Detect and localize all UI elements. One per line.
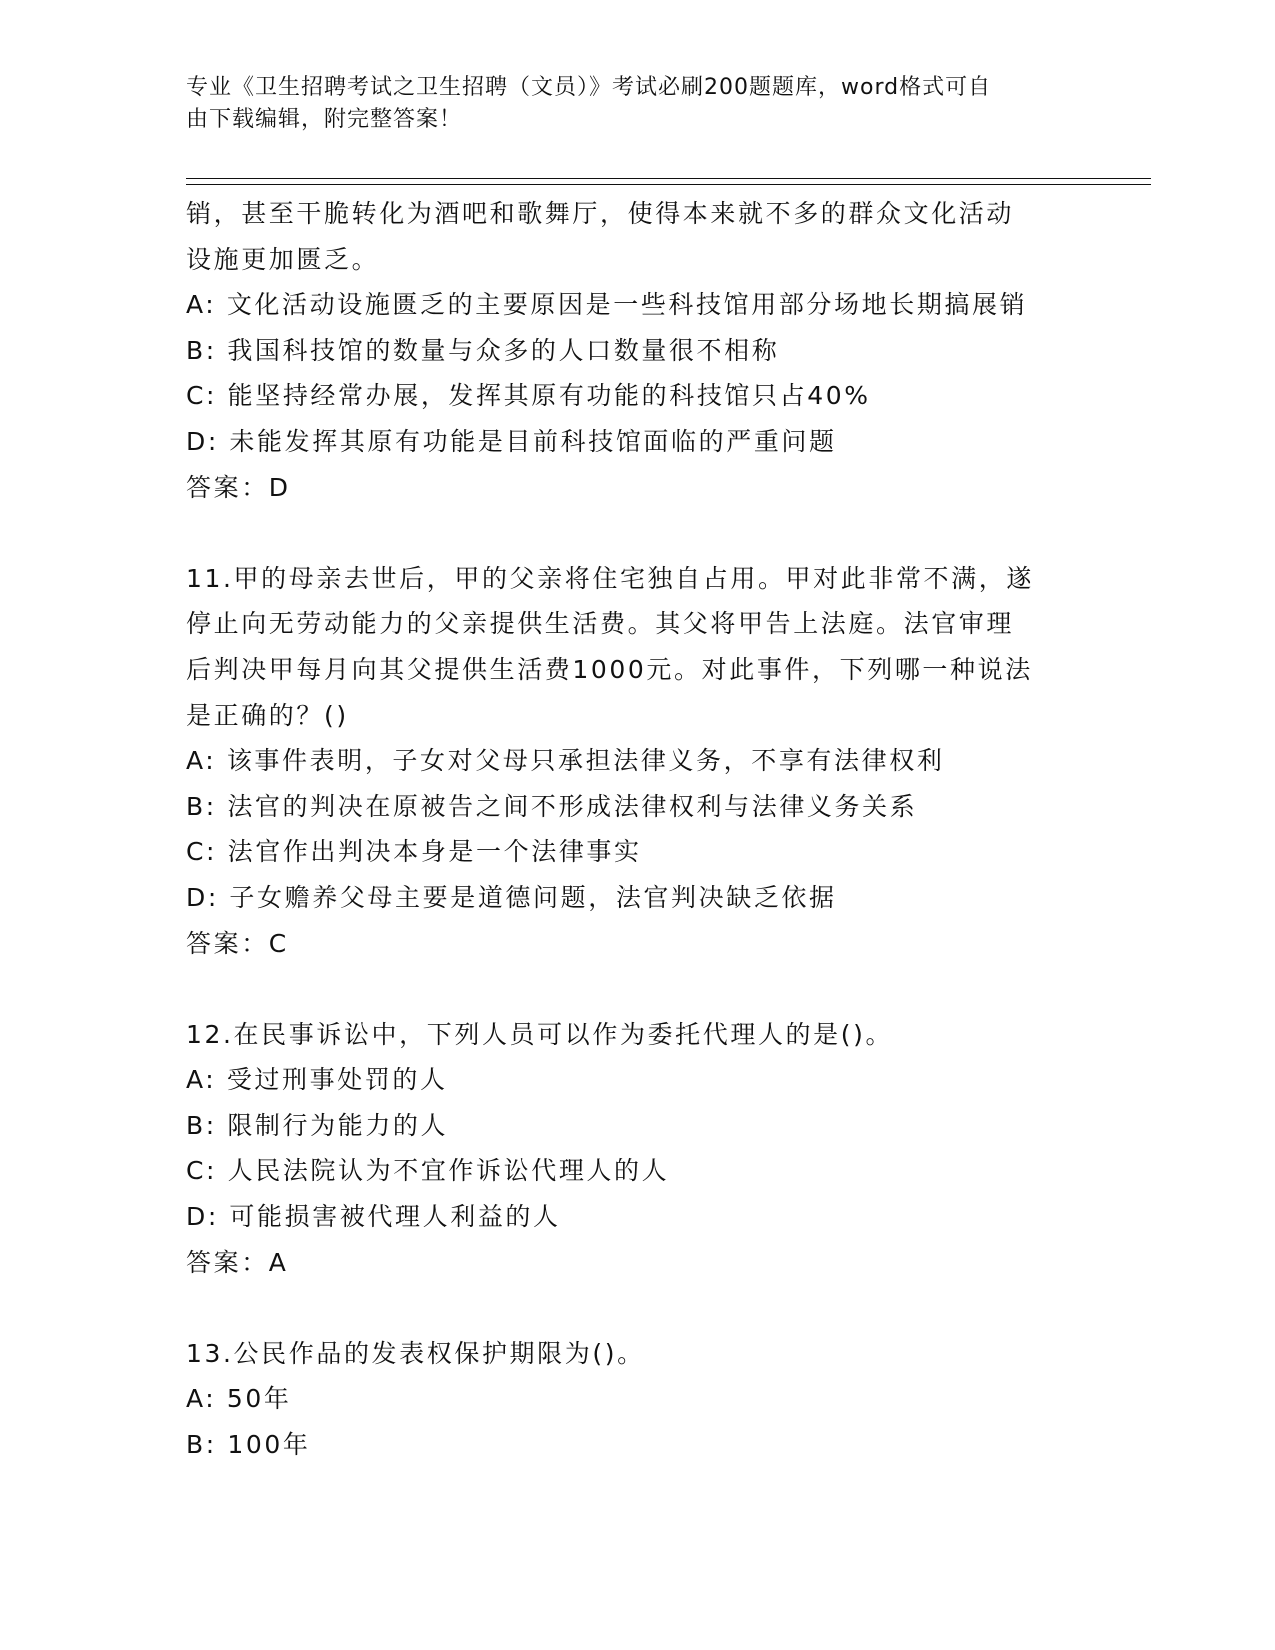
option-a: A: 受过刑事处罚的人 xyxy=(186,1065,448,1095)
answer: 答案：A xyxy=(186,1247,289,1277)
option-a: A: 50年 xyxy=(186,1384,292,1414)
question-13 xyxy=(186,1331,1096,1468)
header-divider-top xyxy=(186,178,1151,179)
question-12 xyxy=(186,1012,1096,1286)
header-divider-bottom xyxy=(186,184,1151,185)
answer: 答案：C xyxy=(186,928,289,958)
option-d: D: 子女赡养父母主要是道德问题，法官判决缺乏依据 xyxy=(186,882,837,912)
header-line-2: 由下载编辑，附完整答案！ xyxy=(186,107,463,132)
option-c: C: 能坚持经常办展，发挥其原有功能的科技馆只占40% xyxy=(186,381,871,411)
option-d: D: 可能损害被代理人利益的人 xyxy=(186,1202,561,1232)
question-stem-line: 11.甲的母亲去世后，甲的父亲将住宅独自占用。甲对此非常不满，遂 xyxy=(186,563,1034,593)
question-stem-line: 停止向无劳动能力的父亲提供生活费。其父将甲告上法庭。法官审理 xyxy=(186,609,1015,639)
question-stem-line: 是正确的？() xyxy=(186,700,349,730)
question-stem-line: 后判决甲每月向其父提供生活费1000元。对此事件，下列哪一种说法 xyxy=(186,654,1033,684)
question-stem-line: 设施更加匮乏。 xyxy=(186,244,380,274)
option-d: D: 未能发挥其原有功能是目前科技馆面临的严重问题 xyxy=(186,426,837,456)
answer: 答案：D xyxy=(186,472,291,502)
question-stem-line: 12.在民事诉讼中，下列人员可以作为委托代理人的是()。 xyxy=(186,1019,894,1049)
question-10 xyxy=(186,191,1096,510)
header-line-1: 专业《卫生招聘考试之卫生招聘（文员）》考试必刷200题题库，word格式可自 xyxy=(186,75,992,100)
option-b: B: 我国科技馆的数量与众多的人口数量很不相称 xyxy=(186,335,780,365)
question-11 xyxy=(186,556,1096,966)
document-header xyxy=(186,72,1086,136)
question-stem-line: 13.公民作品的发表权保护期限为()。 xyxy=(186,1338,645,1368)
option-c: C: 人民法院认为不宜作诉讼代理人的人 xyxy=(186,1156,670,1186)
option-b: B: 法官的判决在原被告之间不形成法律权利与法律义务关系 xyxy=(186,791,918,821)
option-c: C: 法官作出判决本身是一个法律事实 xyxy=(186,837,642,867)
question-stem-line: 销，甚至干脆转化为酒吧和歌舞厅，使得本来就不多的群众文化活动 xyxy=(186,199,1015,228)
option-b: B: 100年 xyxy=(186,1430,311,1460)
option-a: A: 文化活动设施匮乏的主要原因是一些科技馆用部分场地长期搞展销 xyxy=(186,290,1028,320)
spacer xyxy=(186,510,1096,556)
option-a: A: 该事件表明，子女对父母只承担法律义务，不享有法律权利 xyxy=(186,746,945,776)
question-list xyxy=(186,191,1096,1468)
option-b: B: 限制行为能力的人 xyxy=(186,1110,449,1140)
spacer xyxy=(186,966,1096,1012)
spacer xyxy=(186,1285,1096,1331)
